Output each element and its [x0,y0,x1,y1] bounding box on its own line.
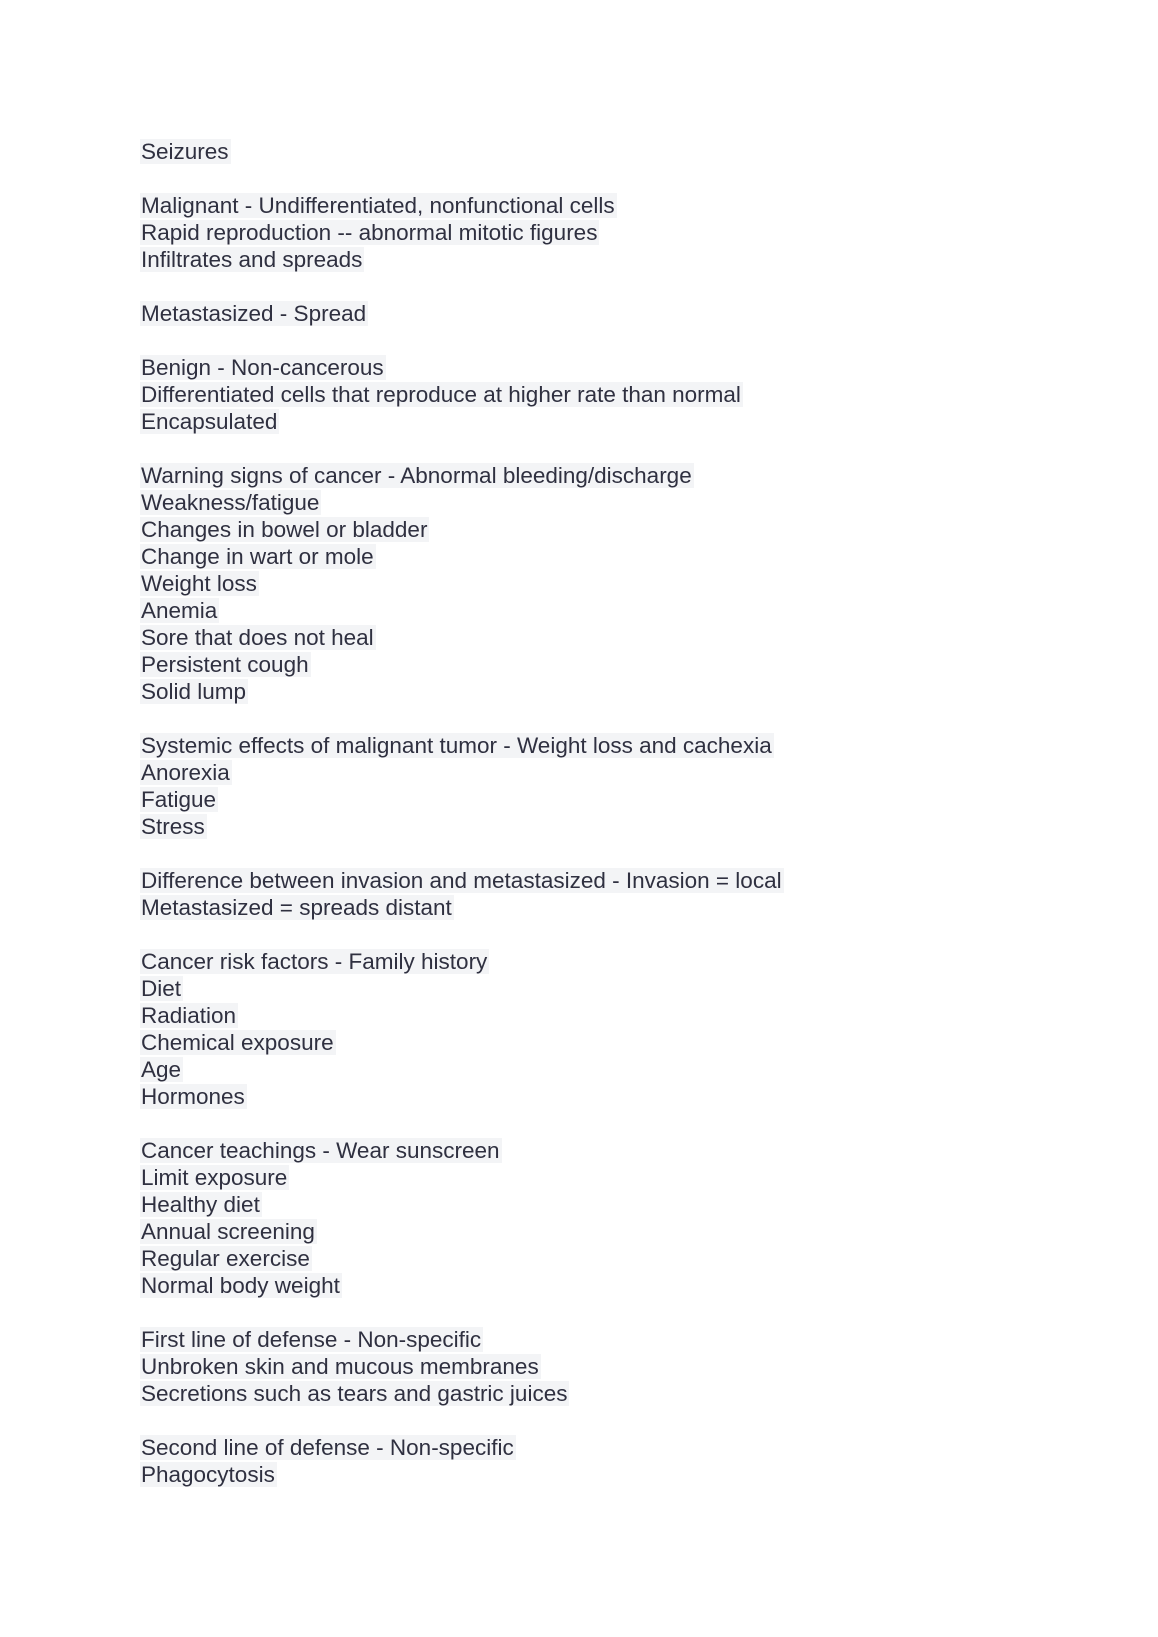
note-line [141,894,1041,921]
note-text: Regular exercise [141,1246,310,1271]
note-block [141,1434,1041,1488]
note-text: Benign - Non-cancerous [141,355,384,380]
note-line [141,1245,1041,1272]
note-text: Change in wart or mole [141,544,374,569]
note-line [141,1326,1041,1353]
note-text: Annual screening [141,1219,315,1244]
note-block [141,1326,1041,1407]
note-text: Encapsulated [141,409,278,434]
note-line [141,192,1041,219]
note-line [141,975,1041,1002]
note-text: Age [141,1057,182,1082]
note-line [141,381,1041,408]
note-line [141,948,1041,975]
note-text: Difference between invasion and metastasized - Invasion = local [141,868,782,893]
note-block [141,300,1041,327]
note-text: Cancer teachings - Wear sunscreen [141,1138,500,1163]
note-line [141,867,1041,894]
note-text: Hormones [141,1084,245,1109]
note-text: Weakness/fatigue [141,490,320,515]
note-line [141,1461,1041,1488]
note-line [141,597,1041,624]
note-text: Diet [141,976,182,1001]
note-block [141,192,1041,273]
note-text: Solid lump [141,679,247,704]
note-text: Cancer risk factors - Family history [141,949,488,974]
note-text: Systemic effects of malignant tumor - Weight loss and cachexia [141,733,772,758]
note-block [141,732,1041,840]
note-block [141,354,1041,435]
note-text: Unbroken skin and mucous membranes [141,1354,539,1379]
note-line [141,1056,1041,1083]
note-text: Seizures [141,139,229,164]
note-text: Metastasized - Spread [141,301,367,326]
note-text: Stress [141,814,205,839]
note-text: Metastasized = spreads distant [141,895,452,920]
note-line [141,1029,1041,1056]
note-line [141,759,1041,786]
note-text: Fatigue [141,787,217,812]
note-line [141,300,1041,327]
note-line [141,1218,1041,1245]
note-line [141,462,1041,489]
note-line [141,408,1041,435]
note-text: Infiltrates and spreads [141,247,363,272]
note-text: First line of defense - Non-specific [141,1327,482,1352]
note-line [141,1272,1041,1299]
note-line [141,1191,1041,1218]
note-block [141,867,1041,921]
note-block [141,138,1041,165]
note-line [141,543,1041,570]
note-text: Sore that does not heal [141,625,374,650]
document-body [141,138,1041,1515]
note-text: Anemia [141,598,218,623]
note-text: Persistent cough [141,652,309,677]
note-line [141,354,1041,381]
note-block [141,462,1041,705]
note-line [141,624,1041,651]
note-line [141,1353,1041,1380]
note-line [141,489,1041,516]
note-line [141,246,1041,273]
note-line [141,138,1041,165]
note-block [141,948,1041,1110]
note-line [141,1164,1041,1191]
note-line [141,678,1041,705]
note-text: Rapid reproduction -- abnormal mitotic figures [141,220,598,245]
note-text: Warning signs of cancer - Abnormal bleeding/discharge [141,463,692,488]
note-line [141,786,1041,813]
note-text: Chemical exposure [141,1030,334,1055]
note-line [141,219,1041,246]
note-text: Healthy diet [141,1192,260,1217]
note-line [141,1434,1041,1461]
note-line [141,651,1041,678]
note-line [141,1002,1041,1029]
note-text: Weight loss [141,571,257,596]
note-text: Anorexia [141,760,230,785]
note-block [141,1137,1041,1299]
note-line [141,1083,1041,1110]
note-text: Changes in bowel or bladder [141,517,428,542]
note-line [141,813,1041,840]
note-text: Differentiated cells that reproduce at higher rate than normal [141,382,741,407]
note-line [141,732,1041,759]
note-line [141,1380,1041,1407]
note-text: Malignant - Undifferentiated, nonfunctional cells [141,193,615,218]
note-text: Secretions such as tears and gastric juices [141,1381,568,1406]
note-text: Phagocytosis [141,1462,275,1487]
note-text: Radiation [141,1003,237,1028]
note-line [141,516,1041,543]
note-text: Limit exposure [141,1165,288,1190]
note-line [141,1137,1041,1164]
note-text: Normal body weight [141,1273,340,1298]
note-text: Second line of defense - Non-specific [141,1435,514,1460]
note-line [141,570,1041,597]
